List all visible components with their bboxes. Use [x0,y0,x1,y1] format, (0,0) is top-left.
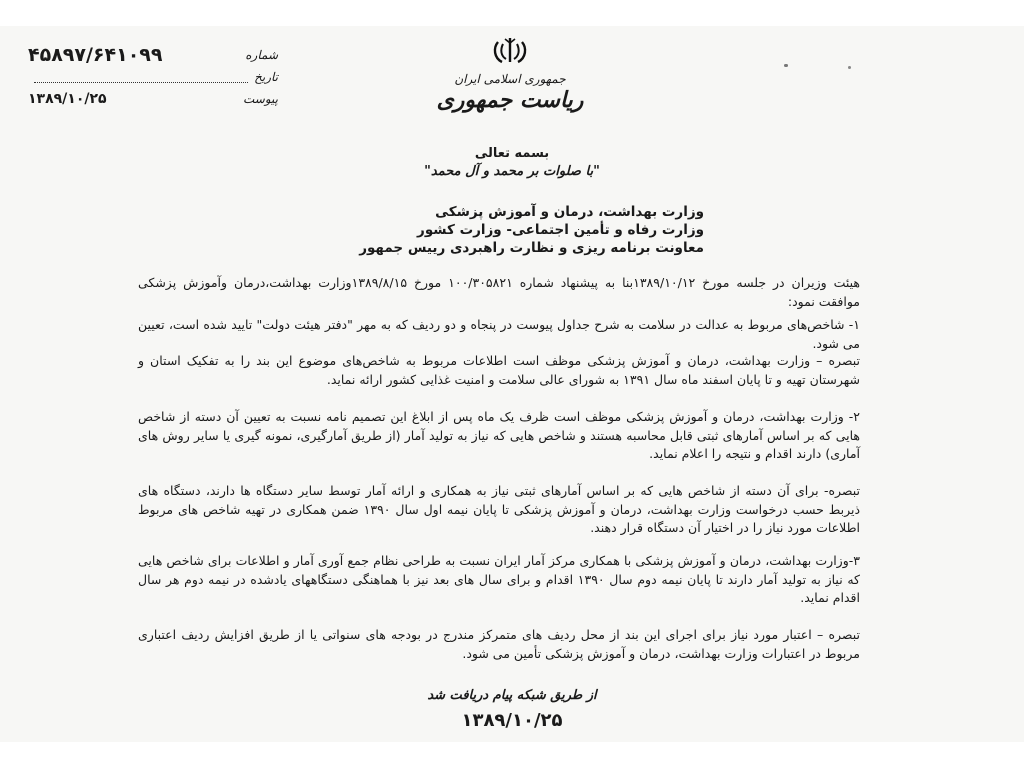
reference-number-row [28,44,278,66]
letter-date: ۱۳۸۹/۱۰/۲۵ [28,91,107,107]
body-paragraph: هیئت وزیران در جلسه مورخ ۱۳۸۹/۱۰/۱۲بنا به پیشنهاد شماره ۱۰۰/۳۰۵۸۲۱ مورخ ۱۳۸۹/۸/۱۵وزارت بهداشت،درمان وآموزش پزشکی موافقت نمود: [138,275,860,309]
body-paragraph: تبصره- برای آن دسته از شاخص هایی که بر اساس آمارهای ثبتی نیاز به همکاری و ارائه آمار توسط سایر دستگاه ها دارند، دستگاه های ذیربط حسب درخواست وزارت بهداشت، درمان و آموزش پزشکی تا پایان نیمه اول سال ۱۳۹۰ ضمن همکاری در تهیه شاخص های مربوط اطلاعات مورد نیاز را در اختیار آن دستگاه قرار دهند. [138,483,861,536]
body-paragraph: ۲- وزارت بهداشت، درمان و آموزش پزشکی موظف است ظرف یک ماه پس از ابلاغ این تصمیم نامه نسبت به تعیین آن دسته از شاخص هایی که بر اساس آمارهای ثبتی قابل محاسبه هستند و شاخص هایی که نیاز به تولید آمار (از طریق آمارگیری، نمونه گیری یا سایر روش های آماری) دارند اقدام و نتیجه را اعلام نماید. [138,409,860,462]
handwritten-date: ۱۳۸۹/۱۰/۲۵ [461,710,563,731]
received-note: از طریق شبکه پیام دریافت شد [427,688,597,703]
attachment-row [28,88,278,110]
addressee-line: وزارت رفاه و تأمین اجتماعی- وزارت کشور [417,222,704,238]
letterhead [420,36,600,113]
reference-block [28,44,278,110]
body-paragraph: تبصره – وزارت بهداشت، درمان و آموزش پزشکی موظف است اطلاعات مربوط به شاخص‌های موضوع این بند را به تفکیک استان و شهرستان تهیه و تا پایان اسفند ماه سال ۱۳۹۱ به شورای عالی سلامت و امنیت غذایی کشور ارائه نماید. [138,353,860,387]
addressee-line: معاونت برنامه ریزی و نظارت راهبردی رییس جمهور [359,240,704,256]
scan-speck [784,64,788,67]
addressee-line: وزارت بهداشت، درمان و آموزش پزشکی [435,204,704,220]
body-paragraph: ۱- شاخص‌های مربوط به عدالت در سلامت به شرح جداول پیوست در پنجاه و دو ردیف که به مهر "دفتر هیئت دولت" تایید شده است، تعیین می شود. [138,317,860,351]
body-paragraph: ۳-وزارت بهداشت، درمان و آموزش پزشکی با همکاری مرکز آمار ایران نسبت به طراحی نظام جمع آوری آمار و اطلاعات برای شاخص هایی که نیاز به تولید آمار دارند تا پایان نیمه دوم سال ۱۳۹۰ اقدام و برای سال های بعد نیز با هماهنگی دستگاههای یادشده در نیمه دوم هر سال اقدام نماید. [138,553,860,606]
bismillah-heading: بسمه تعالی [474,146,550,161]
number-label: شماره [245,48,278,62]
iran-emblem-icon [492,36,528,66]
office-name: ریاست جمهوری [436,88,584,113]
scan-speck [848,66,851,69]
salawat-heading: "با صلوات بر محمد و آل محمد" [424,164,600,179]
country-name: جمهوری اسلامی ایران [454,72,566,86]
reference-number: ۴۵۸۹۷/۶۴۱۰۹۹ [28,44,163,66]
body-paragraph: تبصره – اعتبار مورد نیاز برای اجرای این بند از محل ردیف های متمرکز مندرج در بودجه های سنواتی یا از طریق افزایش ردیف اعتباری مربوط در اعتبارات وزارت بهداشت، درمان و آموزش پزشکی تأمین می شود. [138,627,860,661]
date-dotted-line [34,72,248,83]
date-label: تاریخ [254,70,278,84]
attachment-label: پیوست [243,92,278,106]
date-row [28,66,278,88]
